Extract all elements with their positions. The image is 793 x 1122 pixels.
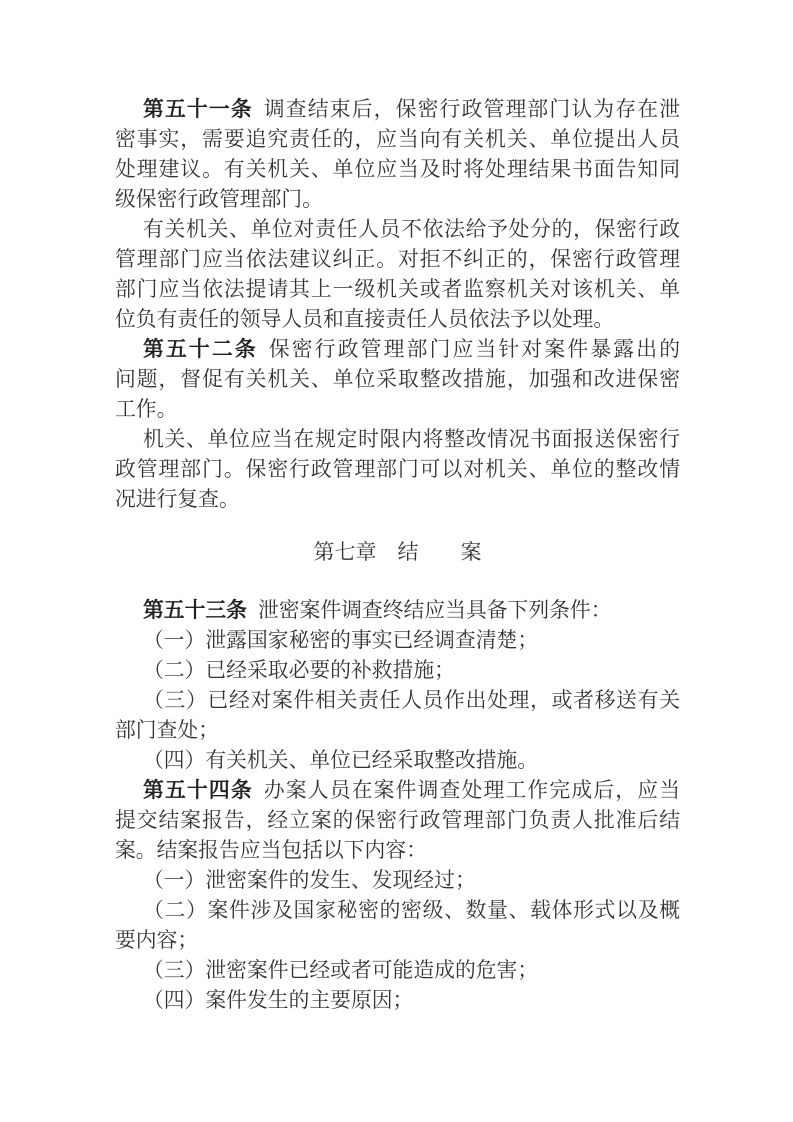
text-line [115, 245, 680, 275]
text-line [115, 455, 680, 485]
line-text: 工作。 [115, 398, 178, 421]
line-text: 况进行复查。 [115, 488, 240, 511]
text-line [115, 215, 680, 245]
chapter-heading: 第七章 结 案 [313, 540, 482, 564]
text-line [115, 956, 680, 986]
line-text: （二）案件涉及国家秘密的密级、数量、载体形式以及概 [143, 899, 680, 922]
text-line [115, 806, 680, 836]
line-text: 位负有责任的领导人员和直接责任人员依法予以处理。 [115, 308, 615, 331]
text-line [115, 626, 680, 656]
text-line [115, 716, 680, 746]
text-line [115, 656, 680, 686]
line-text: （一）泄密案件的发生、发现经过； [143, 869, 476, 892]
line-text: 泄密案件调查终结应当具备下列条件： [257, 599, 612, 622]
text-line [115, 926, 680, 956]
text-line [115, 365, 680, 395]
line-text: 级保密行政管理部门。 [115, 188, 323, 211]
text-line [115, 686, 680, 716]
text-line [115, 596, 680, 626]
text-line [115, 125, 680, 155]
article-number: 第五十一条 [143, 98, 253, 121]
line-text: （四）案件发生的主要原因； [143, 989, 414, 1012]
text-line [115, 425, 680, 455]
text-line [115, 485, 680, 515]
article-number: 第五十三条 [143, 599, 247, 622]
line-text: 有关机关、单位对责任人员不依法给予处分的，保密行政 [143, 218, 680, 241]
text-line [115, 185, 680, 215]
line-text: 提交结案报告，经立案的保密行政管理部门负责人批准后结 [115, 809, 680, 832]
line-text: 政管理部门。保密行政管理部门可以对机关、单位的整改情 [115, 458, 680, 481]
text-line [115, 335, 680, 365]
line-text: 要内容； [115, 929, 199, 952]
line-text: （一）泄露国家秘密的事实已经调查清楚； [143, 629, 539, 652]
article-number: 第五十四条 [143, 779, 253, 802]
line-text: 案。结案报告应当包括以下内容： [115, 839, 427, 862]
line-text: （二）已经采取必要的补救措施； [143, 659, 455, 682]
line-text: （三）泄密案件已经或者可能造成的危害； [143, 959, 539, 982]
text-line [115, 275, 680, 305]
text-line [115, 776, 680, 806]
text-line [115, 746, 680, 776]
line-text: 处理建议。有关机关、单位应当及时将处理结果书面告知同 [115, 158, 680, 181]
article-number: 第五十二条 [143, 338, 258, 361]
text-line [115, 896, 680, 926]
line-text: 保密行政管理部门应当针对案件暴露出的 [268, 338, 681, 361]
line-text: 部门查处； [115, 719, 219, 742]
text-line [115, 836, 680, 866]
line-text: （三）已经对案件相关责任人员作出处理，或者移送有关 [143, 689, 680, 712]
text-line [115, 305, 680, 335]
line-text: 问题，督促有关机关、单位采取整改措施，加强和改进保密 [115, 368, 680, 391]
text-line [115, 395, 680, 425]
line-text: 管理部门应当依法建议纠正。对拒不纠正的，保密行政管理 [115, 248, 680, 271]
line-text: 办案人员在案件调查处理工作完成后，应当 [263, 779, 680, 802]
line-text: 机关、单位应当在规定时限内将整改情况书面报送保密行 [143, 428, 680, 451]
line-text: 调查结束后，保密行政管理部门认为存在泄 [263, 98, 680, 121]
text-line [115, 986, 680, 1016]
text-line [115, 155, 680, 185]
line-text: 部门应当依法提请其上一级机关或者监察机关对该机关、单 [115, 278, 680, 301]
line-text: 密事实，需要追究责任的，应当向有关机关、单位提出人员 [115, 128, 680, 151]
line-text: （四）有关机关、单位已经采取整改措施。 [143, 749, 539, 772]
text-line [115, 95, 680, 125]
document-body [115, 95, 680, 1016]
text-line [115, 866, 680, 896]
